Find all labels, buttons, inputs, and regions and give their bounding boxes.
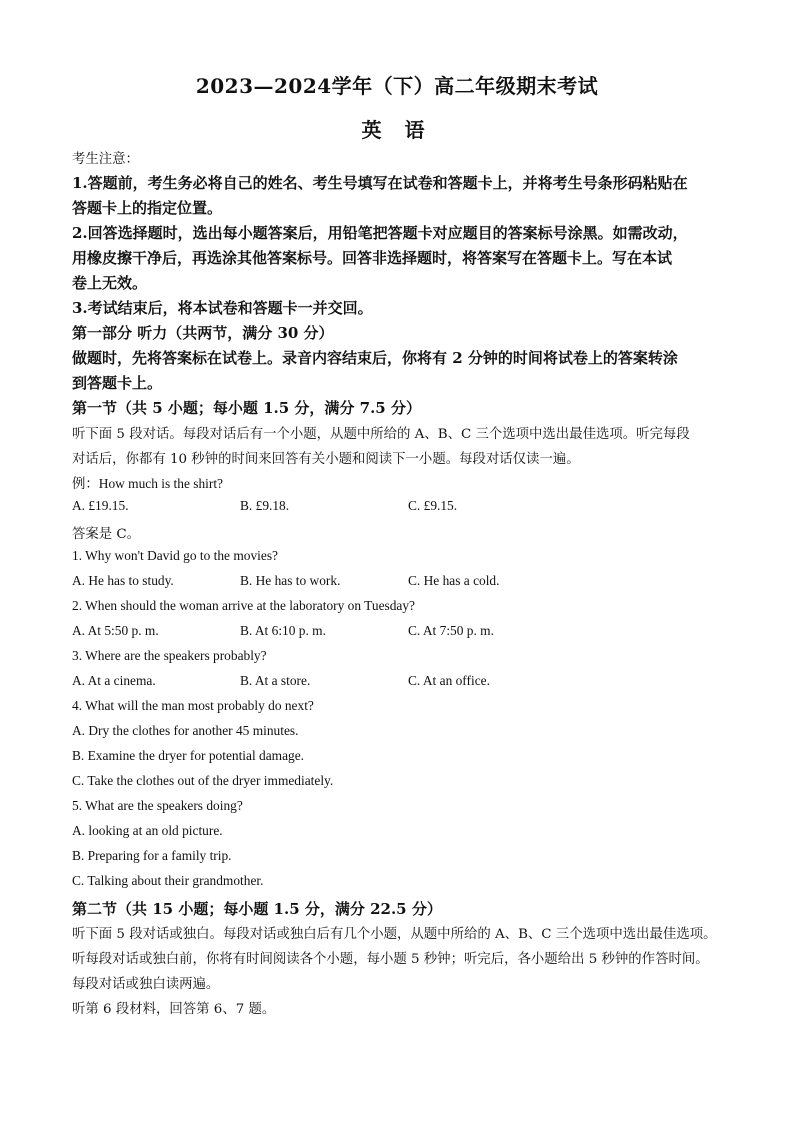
q5-option-a: A. looking at an old picture. <box>72 823 223 838</box>
section1-instructions: 听下面 5 段对话。每段对话后有一个小题，从题中所给的 A、B、C 三个选项中选出最佳选项。听完每段 <box>72 427 690 442</box>
q2-option-c: C. At 7:50 p. m. <box>408 623 494 638</box>
example-answer: 答案是 C。 <box>72 527 141 542</box>
notice-item-2-cont: 用橡皮擦干净后，再选涂其他答案标号。回答非选择题时，将答案写在答题卡上。写在本试 <box>72 249 673 267</box>
q1-option-b: B. He has to work. <box>240 573 341 588</box>
notice-item-2-cont2: 卷上无效。 <box>72 274 148 292</box>
example-option-c: C. £9.15. <box>408 498 458 513</box>
q4-option-c: C. Take the clothes out of the dryer immediately. <box>72 773 334 788</box>
q5-option-b: B. Preparing for a family trip. <box>72 848 232 863</box>
question-3: 3. Where are the speakers probably? <box>72 648 267 663</box>
subject-title: 英 语 <box>361 118 433 142</box>
section1-heading: 第一节（共 5 小题；每小题 1.5 分，满分 7.5 分） <box>72 399 421 417</box>
question-1: 1. Why won't David go to the movies? <box>72 548 278 563</box>
example-question: 例：How much is the shirt? <box>72 476 223 491</box>
notice-item-1: 1.答题前，考生务必将自己的姓名、考生号填写在试卷和答题卡上，并将考生号条形码粘贴在 <box>72 174 688 192</box>
q3-option-c: C. At an office. <box>408 673 490 688</box>
q5-option-c: C. Talking about their grandmother. <box>72 873 264 888</box>
notice-item-1-cont: 答题卡上的指定位置。 <box>72 199 223 217</box>
q1-option-c: C. He has a cold. <box>408 573 500 588</box>
question-4: 4. What will the man most probably do next? <box>72 698 314 713</box>
example-option-b: B. £9.18. <box>240 498 290 513</box>
q3-option-b: B. At a store. <box>240 673 311 688</box>
part1-intro: 做题时，先将答案标在试卷上。录音内容结束后，你将有 2 分钟的时间将试卷上的答案转涂 <box>72 349 678 367</box>
section2-instructions-cont2: 每段对话或独白读两遍。 <box>72 977 220 992</box>
q1-option-a: A. He has to study. <box>72 573 174 588</box>
part1-intro-cont: 到答题卡上。 <box>72 374 163 392</box>
part1-heading: 第一部分 听力（共两节，满分 30 分） <box>72 324 334 342</box>
section2-instructions-cont: 听每段对话或独白前，你将有时间阅读各个小题，每小题 5 秒钟；听完后，各小题给出 5 秒钟的作答时间。 <box>72 952 709 967</box>
q4-option-a: A. Dry the clothes for another 45 minutes. <box>72 723 299 738</box>
q3-option-a: A. At a cinema. <box>72 673 156 688</box>
notice-item-2: 2.回答选择题时，选出每小题答案后，用铅笔把答题卡对应题目的答案标号涂黑。如需改动， <box>72 224 688 242</box>
question-5: 5. What are the speakers doing? <box>72 798 243 813</box>
section2-material: 听第 6 段材料，回答第 6、7 题。 <box>72 1002 276 1017</box>
example-option-a: A. £19.15. <box>72 498 129 513</box>
section1-instructions-cont: 对话后，你都有 10 秒钟的时间来回答有关小题和阅读下一小题。每段对话仅读一遍。 <box>72 452 580 467</box>
q2-option-a: A. At 5:50 p. m. <box>72 623 159 638</box>
page-title: 2023—2024学年（下）高二年级期末考试 <box>195 74 599 98</box>
notice-heading: 考生注意： <box>72 152 139 167</box>
notice-item-3: 3.考试结束后，将本试卷和答题卡一并交回。 <box>72 299 373 317</box>
section2-heading: 第二节（共 15 小题；每小题 1.5 分，满分 22.5 分） <box>72 900 442 918</box>
section2-instructions: 听下面 5 段对话或独白。每段对话或独白后有几个小题，从题中所给的 A、B、C 三个选项中选出最佳选项。 <box>72 927 717 942</box>
q4-option-b: B. Examine the dryer for potential damage. <box>72 748 305 763</box>
q2-option-b: B. At 6:10 p. m. <box>240 623 326 638</box>
question-2: 2. When should the woman arrive at the laboratory on Tuesday? <box>72 598 415 613</box>
